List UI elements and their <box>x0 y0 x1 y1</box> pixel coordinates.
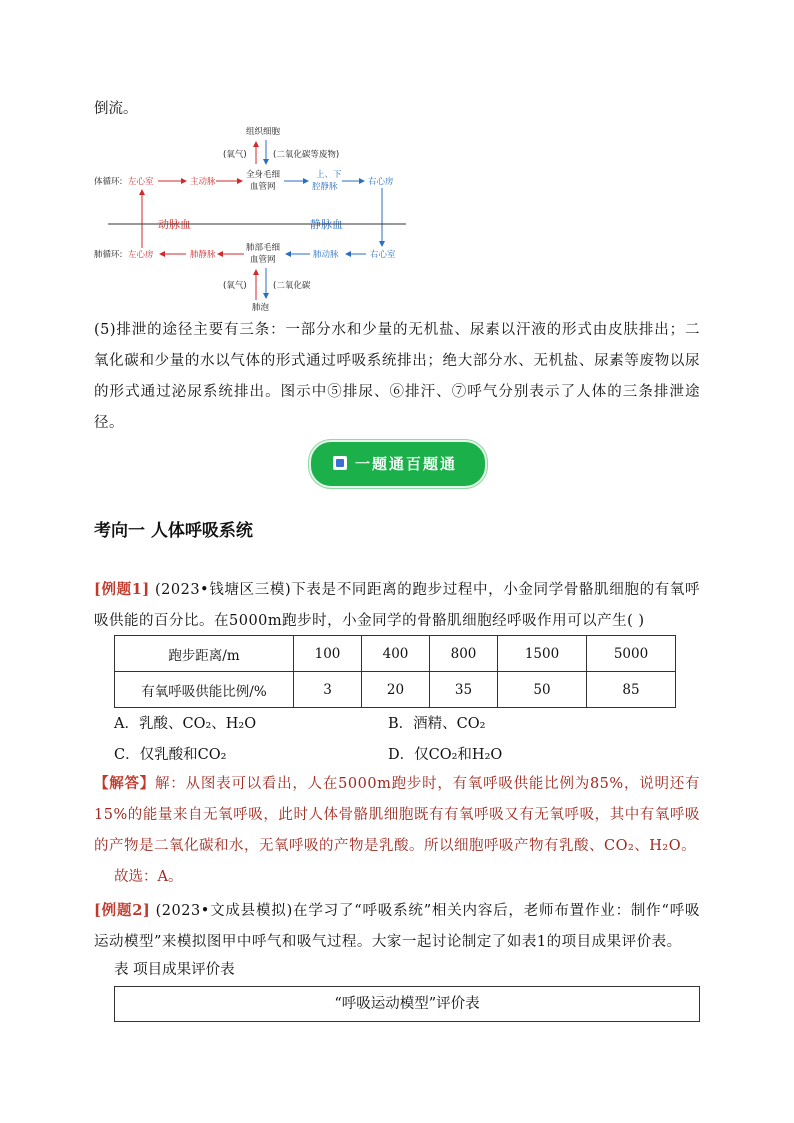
option-b: B．酒精、CO₂ <box>388 716 486 732</box>
table-cell: 800 <box>430 636 498 672</box>
badge-label: 一题通百题通 <box>355 455 458 473</box>
label-tissue-cell: 组织细胞 <box>246 127 281 137</box>
example2-question <box>94 895 700 958</box>
answer-tag: 【解答】 <box>94 775 156 792</box>
table-cell: 20 <box>362 672 430 708</box>
example1-answer <box>94 768 700 862</box>
table-cell: 有氧呼吸供能比例/% <box>115 672 294 708</box>
label-arterial-blood: 动脉血 <box>158 218 191 231</box>
label-right-ventricle: 右心室 <box>370 250 396 260</box>
one-question-badge <box>309 440 487 488</box>
label-co2-bottom: (二氧化碳 <box>273 281 311 291</box>
table-cell: 100 <box>294 636 362 672</box>
label-oxygen-top: (氧气) <box>223 150 247 160</box>
label-pulmonary-vein: 肺静脉 <box>190 250 216 260</box>
section-title: 考向一 人体呼吸系统 <box>94 521 253 541</box>
table-row <box>115 672 676 708</box>
table-caption: 表 项目成果评价表 <box>114 962 235 978</box>
label-alveoli: 肺泡 <box>252 303 270 313</box>
label-lung-capillary-1: 肺部毛细 <box>246 243 281 253</box>
example2-text: (2023•文成县模拟)在学习了“呼吸系统”相关内容后，老师布置作业：制作“呼吸运动模型”来模拟图甲中呼气和吸气过程。大家一起讨论制定了如表1的项目成果评价表。 <box>94 903 700 950</box>
table-row <box>115 636 676 672</box>
book-icon <box>333 456 347 470</box>
table-cell: 85 <box>587 672 676 708</box>
label-co2-waste: (二氧化碳等废物) <box>273 150 340 160</box>
label-right-atrium: 右心房 <box>368 177 394 187</box>
table-cell: 50 <box>498 672 587 708</box>
label-venous-blood: 静脉血 <box>310 218 343 231</box>
example1-tag: [例题1] <box>94 581 150 598</box>
label-systemic: 体循环: <box>94 177 123 187</box>
example1-text: (2023•钱塘区三模)下表是不同距离的跑步过程中，小金同学骨骼肌细胞的有氧呼吸供能的百分比。在5000m跑步时，小金同学的骨骼肌细胞经呼吸作用可以产生( ) <box>94 582 701 629</box>
label-pulmonary: 肺循环: <box>94 250 123 260</box>
table-cell: 3 <box>294 672 362 708</box>
example1-question <box>94 574 700 637</box>
example2-tag: [例题2] <box>94 902 151 919</box>
table-cell: 35 <box>430 672 498 708</box>
table-cell: 5000 <box>587 636 676 672</box>
excretion-paragraph: (5)排泄的途径主要有三条：一部分水和少量的无机盐、尿素以汗液的形式由皮肤排出；二氧化碳和少量的水以气体的形式通过呼吸系统排出；绝大部分水、无机盐、尿素等废物以尿的形式通过泌尿系统排出。图示中⑤排尿、⑥排汗、⑦呼气分别表示了人体的三条排泄途径。 <box>94 322 700 431</box>
label-body-capillary-2: 血管网 <box>250 182 276 192</box>
blood-circulation-diagram <box>88 120 418 320</box>
table-cell: 跑步距离/m <box>115 636 294 672</box>
evaluation-table-header: “呼吸运动模型”评价表 <box>114 986 700 1022</box>
table-cell: 400 <box>362 636 430 672</box>
label-left-ventricle: 左心室 <box>128 177 154 187</box>
option-d: D．仅CO₂和H₂O <box>388 747 503 763</box>
option-c: C．仅乳酸和CO₂ <box>114 747 227 763</box>
label-vena-cava-2: 腔静脉 <box>312 182 338 192</box>
label-aorta: 主动脉 <box>190 177 216 187</box>
label-left-atrium: 左心房 <box>128 250 154 260</box>
label-pulmonary-artery: 肺动脉 <box>313 250 339 260</box>
label-lung-capillary-2: 血管网 <box>250 255 276 265</box>
running-data-table <box>114 635 676 708</box>
label-oxygen-bottom: (氧气) <box>223 281 247 291</box>
example1-choice: 故选：A。 <box>114 869 183 885</box>
label-vena-cava-1: 上、下 <box>316 170 342 180</box>
option-a: A．乳酸、CO₂、H₂O <box>114 716 257 732</box>
table-cell: 1500 <box>498 636 587 672</box>
answer-text: 解：从图表可以看出，人在5000m跑步时，有氧呼吸供能比例为85%，说明还有15%的能量来自无氧呼吸，此时人体骨骼肌细胞既有有氧呼吸又有无氧呼吸，其中有氧呼吸的产物是二氧化碳和水，无氧呼吸的产物是乳酸。所以细胞呼吸产物有乳酸、CO₂、H₂O。 <box>94 776 700 854</box>
label-body-capillary-1: 全身毛细 <box>246 170 281 180</box>
continued-text: 倒流。 <box>94 101 138 117</box>
